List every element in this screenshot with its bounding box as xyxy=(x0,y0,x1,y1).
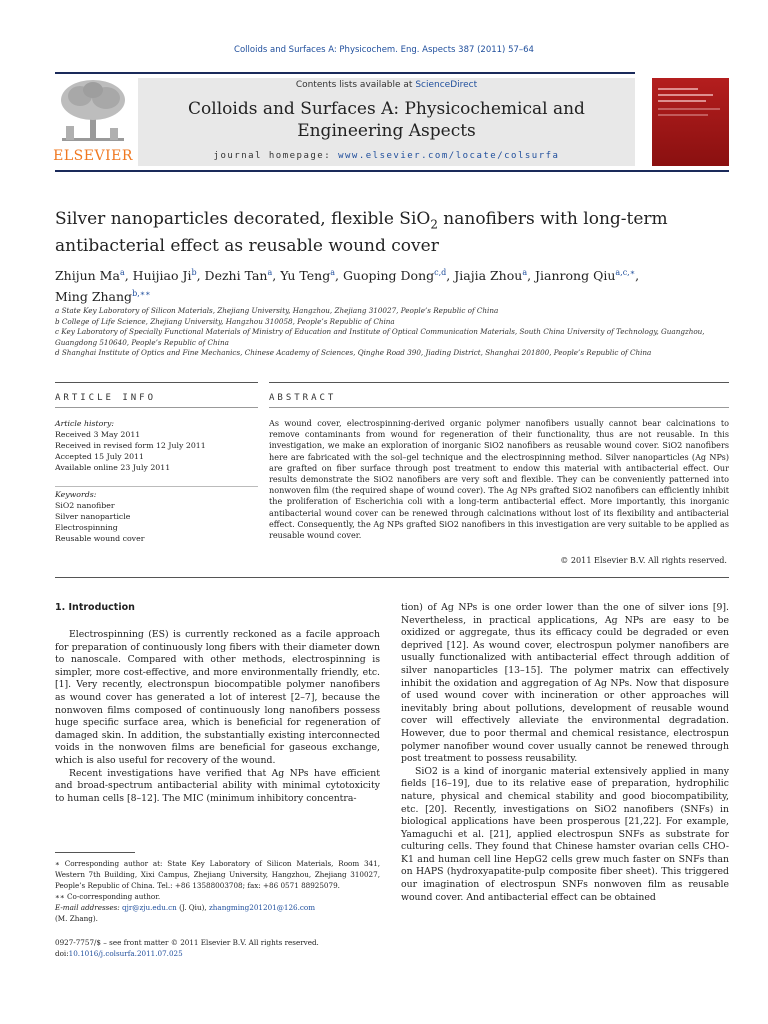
title-part2: nanofibers with long-term xyxy=(437,209,668,229)
divider xyxy=(55,577,729,578)
article-title xyxy=(55,208,675,257)
history-label: Article history: xyxy=(55,419,115,428)
email-owner: (J. Qiu), xyxy=(176,903,209,912)
affiliation: c Key Laboratory of Specially Functional Materials of Ministry of Education and Institute of Optical Communication Materials, South China University of Technology, Guangzhou, xyxy=(55,327,705,336)
email-label: E-mail addresses: xyxy=(55,903,122,912)
sciencedirect-link[interactable]: ScienceDirect xyxy=(415,80,478,90)
divider xyxy=(269,382,729,383)
paragraph: tion) of Ag NPs is one order lower than the one of silver ions [9]. Nevertheless, in practical applications, Ag NPs are easy to be oxidized or aggregate, thus its efficacy could be degraded or even deprived [12]. As wound cover, electrospun polymer nanofibers are usually functionalized with antibacterial effect through addition of silver nanoparticles [13–15]. The polymer matrix can effectively inhibit the oxidation and aggregation of Ag NPs. Now that disposure of used wound cover with incineration or other approaches will inevitably bring about pollutions, development of reusable wound cover will effectively alleviate the environmental degradation. However, due to poor thermal and chemical resistance, electrospun polymer nanofiber wound cover usually cannot be renewed through post treatment to possess reusability. xyxy=(401,602,729,765)
keyword[interactable]: Silver nanoparticle xyxy=(55,512,131,521)
affiliation: a State Key Laboratory of Silicon Materials, Zhejiang University, Hangzhou, Zhejiang 310027, People’s Republic of China xyxy=(55,306,499,315)
keyword[interactable]: Reusable wound cover xyxy=(55,534,145,543)
email-link[interactable]: qjr@zju.edu.cn xyxy=(122,903,177,912)
email-owner: (M. Zhang). xyxy=(55,914,98,923)
email-line xyxy=(55,902,380,913)
elsevier-wordmark: ELSEVIER xyxy=(53,148,133,164)
journal-title-line1: Colloids and Surfaces A: Physicochemical and xyxy=(188,99,585,119)
author[interactable]: Huijiao Ji$^b$ xyxy=(132,268,197,284)
keywords-label: Keywords: xyxy=(55,490,97,499)
header-bottom-divider xyxy=(55,170,729,172)
author[interactable]: Jiajia Zhou$^a$ xyxy=(454,268,528,284)
paragraph: Electrospinning (ES) is currently reckoned as a facile approach for preparation of continuously long fibers with their diameter down to nanoscale. Compared with other methods, electrospinning is simpler, more cost-effective, and more environmentally friendly, etc. [1]. Very recently, electronspun biocompatible polymer nanofibers as wound cover has generated a lot of interest [2–7], because the nonwoven films composed of continuously long nanofibers possess huge specific surface area, which is beneficial for regeneration of damaged skin. In addition, the substantially existing interconnected voids in the nonwoven films are beneficial for gaseous exchange, which is also useful for recovery of the wound. xyxy=(55,629,380,766)
right-column xyxy=(401,602,729,904)
history-item: Received in revised form 12 July 2011 xyxy=(55,441,206,450)
keyword[interactable]: SiO2 nanofiber xyxy=(55,501,115,510)
left-column xyxy=(55,629,380,805)
paragraph: Recent investigations have verified that Ag NPs have efficient and broad-spectrum antibacterial ability with minimal cytotoxicity to human cells [8–12]. The MIC (minimum inhibitory concentra- xyxy=(55,767,380,804)
author[interactable]: Jianrong Qiu$^{a,c,∗}$ xyxy=(535,268,636,284)
paragraph: SiO2 is a kind of inorganic material extensively applied in many fields [16–19], due to its relative ease of preparation, hydrophilic nature, physical and chemical stability and good biocompatibility, etc. [20]. Recently, investigations on SiO2 nanofibers (SNFs) in biological applications have been prosperous [21,22]. For example, Yamaguchi et al. [21], applied electrospun SNFs as substrate for culturing cells. They found that Chinese hamster ovarian cells CHO-K1 and human cell line HepG2 cells grew much faster on SNFs than on HAPS (hydroxyapatite-pulp composite fiber sheet). This triggered our imagination of electrospun SNFs nonwoven film as reusable wound cover. And antibacterial effect can be obtained xyxy=(401,765,729,903)
header-divider xyxy=(55,72,635,74)
author[interactable]: Ming Zhang$^{b,∗∗}$ xyxy=(55,289,151,305)
doi-link[interactable]: 10.1016/j.colsurfa.2011.07.025 xyxy=(68,949,183,958)
divider xyxy=(55,486,258,487)
section-heading-introduction: 1. Introduction xyxy=(55,602,135,613)
history-item: Received 3 May 2011 xyxy=(55,430,141,439)
history-item: Available online 23 July 2011 xyxy=(55,463,171,472)
front-matter-info xyxy=(55,937,380,959)
author[interactable]: Zhijun Ma$^a$ xyxy=(55,268,125,284)
divider xyxy=(269,407,729,408)
elsevier-logo[interactable] xyxy=(52,78,134,166)
journal-reference[interactable]: Colloids and Surfaces A: Physicochem. Eng. Aspects 387 (2011) 57–64 xyxy=(234,45,534,55)
author[interactable]: Guoping Dong$^{c,d}$ xyxy=(342,268,447,284)
journal-title xyxy=(138,98,635,142)
doi-line xyxy=(55,948,380,959)
author[interactable]: Dezhi Tan$^a$ xyxy=(204,268,273,284)
keyword[interactable]: Electrospinning xyxy=(55,523,118,532)
journal-cover-image xyxy=(652,78,729,166)
keywords xyxy=(55,489,258,544)
divider xyxy=(55,382,258,383)
title-line2: antibacterial effect as reusable wound cover xyxy=(55,236,439,257)
affiliation: d Shanghai Institute of Optics and Fine Mechanics, Chinese Academy of Sciences, Qinghe Road 390, Jiading District, Shanghai 201800, People’s Republic of China xyxy=(55,348,652,357)
author-list: Zhijun Ma$^a$, Huijiao Ji$^b$, Dezhi Tan$^a$, Yu Teng$^a$, Guoping Dong$^{c,d}$, Jiajia Zhou$^a$, Jianrong Qiu$^{a,c,∗}$, Ming Zhang$^{b,∗∗}$ xyxy=(55,268,640,305)
affiliation: Guangdong 510640, People’s Republic of China xyxy=(55,337,229,347)
contents-line xyxy=(138,80,635,90)
footnotes xyxy=(55,858,380,924)
article-info-heading: ARTICLE INFO xyxy=(55,393,157,403)
author[interactable]: Yu Teng$^a$ xyxy=(280,268,335,284)
divider xyxy=(55,407,258,408)
doi-label: doi: xyxy=(55,949,69,958)
footnote-divider xyxy=(55,852,135,853)
affiliations xyxy=(55,306,735,359)
tree-icon xyxy=(52,78,134,148)
co-corresponding-note: ∗∗ Co-corresponding author. xyxy=(55,892,161,901)
contents-prefix: Contents lists available at xyxy=(295,80,416,90)
title-subscript: 2 xyxy=(430,217,438,232)
abstract-text: As wound cover, electrospinning-derived organic polymer nanofibers usually cannot bear calcinations to remove contaminants from wound for regeneration of their functionality, thus are not reusable. In this investigation, we make an exploration of inorganic SiO2 nanofibers as reusable wound cover. SiO2 nanofibers here are fabricated with the sol–gel technique and the electrospinning method. Silver nanoparticles (Ag NPs) are grafted on fiber surface through post treatment to endow this material with antibacterial effect. Our results demonstrate the SiO2 nanofibers are very soft and flexible. They can be conveniently patterned into nonwoven film (the required shape of wound cover). The Ag NPs grafted SiO2 nanofibers can efficiently inhibit the proliferation of Escherichia coli with a long-term antibacterial effect. More importantly, this inorganic antibacterial wound cover can be renewed through calcinations without lost of its flexibility and antibacterial effect. Consequently, the Ag NPs grafted SiO2 nanofibers in this investigation are very suitable to be applied as reusable wound cover. xyxy=(269,418,729,541)
abstract-copyright: © 2011 Elsevier B.V. All rights reserved. xyxy=(560,555,727,565)
corresponding-author-note: ∗ Corresponding author at: State Key Laboratory of Silicon Materials, Room 341, Western 7th Building, Xixi Campus, Zhejiang University, Hangzhou, Zhejiang 310027, People’s Republic of China. Tel.: +86 13588003708; fax: +86 0571 88925079. xyxy=(55,859,380,890)
journal-title-line2: Engineering Aspects xyxy=(297,121,476,141)
history-item: Accepted 15 July 2011 xyxy=(55,452,144,461)
journal-homepage xyxy=(138,151,635,161)
abstract-heading: ABSTRACT xyxy=(269,393,337,403)
affiliation: b College of Life Science, Zhejiang University, Hangzhou 310058, People’s Republic of China xyxy=(55,316,395,326)
front-matter: 0927-7757/$ – see front matter © 2011 Elsevier B.V. All rights reserved. xyxy=(55,938,319,947)
homepage-label: journal homepage: xyxy=(213,151,339,161)
homepage-link[interactable]: www.elsevier.com/locate/colsurfa xyxy=(338,151,560,161)
email-link[interactable]: zhangming201201@126.com xyxy=(209,903,316,912)
article-info xyxy=(55,418,258,473)
title-part1: Silver nanoparticles decorated, flexible SiO xyxy=(55,209,431,229)
